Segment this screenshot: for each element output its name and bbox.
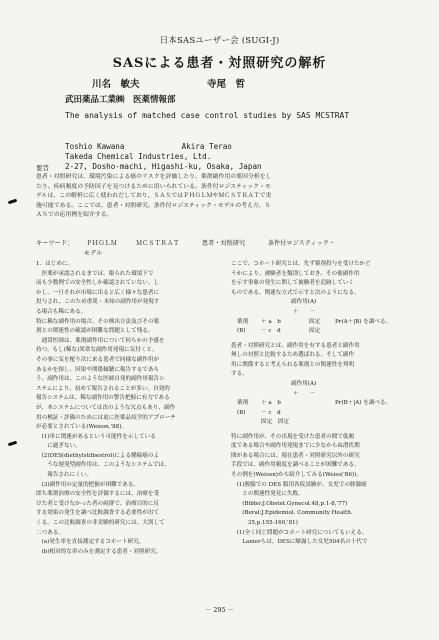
body-line: (1)全く同じ問題がコホート研究についてもいえる。: [231, 529, 368, 536]
keywords-label: キーワード：: [36, 240, 74, 247]
table-formula: Pr(B＋|A) を調べる。: [335, 400, 392, 407]
body-line: 而も少数例での安全性しか確認されていない。し: [36, 280, 160, 287]
body-line: に過ぎない。: [36, 443, 81, 450]
keyword: ＭＣＳＴＲＡＴ: [135, 240, 180, 247]
body-line: けた者と受けなかった者の両群で、治療目的に反: [36, 500, 159, 507]
conference-name: 日本SASユーザー会 (SUGI-J): [159, 36, 280, 46]
table-cells: － c d: [261, 409, 281, 416]
punch-mark: [8, 199, 17, 205]
abstract-line: ＡＳでの応用例を紹介する。: [36, 212, 113, 219]
body-line: を示す事象の発生に関して被験者を追跡していく: [231, 280, 355, 287]
punch-mark: [8, 441, 17, 447]
body-line: うな遅発型副作用は、このようなシステムでは、: [36, 462, 170, 469]
body-line: 用に関係すると考えられる薬剤との関連性を判明: [231, 361, 355, 368]
page-number: － 295 －: [204, 606, 235, 614]
table-fixed: 固定 固定: [261, 419, 289, 426]
body-line: る場合も稀にある。: [36, 308, 87, 315]
keyword: ＰＨＧＬＭ: [85, 240, 117, 247]
body-line: が、本システムについては次のような欠点もあり、副作: [36, 404, 176, 411]
body-line: 手段では、副作用頻度を調べることが困難である。: [231, 462, 360, 469]
table-cells: ＋ a b: [261, 318, 281, 325]
body-line: Lanierらは、DESに曝露した女児504名の十代で: [231, 539, 368, 546]
author-name-2: 寺尾 哲: [207, 79, 246, 90]
body-line: 患者・対照研究とは、副作用を有する患者と副作用: [231, 342, 360, 349]
table-formula: Pr(A＋|B) を調べる。: [335, 318, 392, 325]
body-line: 即ち薬剤治療の安全性を評価するには、治療を受: [36, 491, 160, 498]
body-line: 持つ。もし(稀な)異常な副作用発現に気付くと、: [36, 347, 158, 354]
table-cells: ＋ a b: [261, 400, 281, 407]
table-row-label: 薬剤: [237, 400, 249, 407]
keyword: 条件付ロジスティック・: [267, 240, 336, 247]
table-cells: － c d: [261, 328, 281, 335]
table-row-label: (B): [237, 409, 246, 416]
body-line: 通常医師は、薬剤副作用について何らかの予感を: [36, 337, 165, 344]
table-col-header: 副作用(A): [291, 380, 317, 387]
body-line: 医薬が承認されるまでは、限られた環境下で: [36, 270, 154, 277]
body-line: その事に気を配り次に来る患者で同様な副作用が: [36, 356, 160, 363]
body-line: ものである。関連な方式で示すと次のようになる。: [231, 289, 360, 296]
keywords: [36, 239, 394, 259]
body-line: うかにより、被験者を類別しておき、その後副作用: [231, 270, 360, 277]
body-line: 二つある。: [36, 529, 64, 536]
body-line: 度である場合や副作用発現までに少なからぬ潜伏期: [231, 443, 360, 450]
body-line: 間がある場合には、現在患者・対照研究以外の研究: [231, 452, 360, 459]
paper-title: SASによる患者・対照研究の解析: [112, 56, 327, 71]
right-column: [231, 260, 409, 548]
body-line: (Beral:J.Epidemiol. Community Health.: [231, 510, 353, 517]
english-author-1: Toshio Kawana: [65, 142, 125, 151]
body-line: 特に副作用が、その出現を受けた患者の間で低頻: [231, 433, 355, 440]
body-line: 特に稀な副作用の場合、その検出方法及びその薬: [36, 318, 160, 325]
table-tag: 固定: [309, 328, 321, 335]
abstract: [36, 173, 394, 221]
cohort-table: [231, 298, 409, 336]
table-signs: ＋ －: [293, 308, 316, 315]
body-line: あるかを探し、因果や関係傾聴に報告するであろ: [36, 366, 160, 373]
body-line: との関連性発見に失敗。: [231, 491, 304, 498]
table-signs: ＋ －: [293, 390, 316, 397]
body-line: 報告されにくい。: [36, 472, 92, 479]
affiliation-jp: 武田薬品工業㈱ 医薬情報部: [65, 95, 176, 105]
body-line: ここで、コホート研究とは、先ず薬剤投与を受けたかど: [231, 261, 371, 267]
body-line: くる。この比較調査の非実験的研究には、大別して: [36, 520, 165, 527]
body-line: (1)単に関連があるという可能性を示している: [36, 433, 156, 440]
address: 2-27, Dosho-machi, Higashi-ku, Osaka, Japan: [65, 162, 262, 171]
body-line: 35,p.155-160,'81): [231, 520, 298, 527]
english-author-2: Akira Terao: [181, 142, 232, 151]
body-line: (2)DES(diethylstilbestrol)による腫瘍癌のよ: [36, 452, 160, 459]
body-line: 投与され、このため重篤・未知の副作用が発現す: [36, 299, 160, 306]
keyword: モデル: [84, 250, 103, 257]
english-company: Takeda Chemical Industries, Ltd.: [65, 152, 212, 161]
body-line: が必要とされている(Weison,'88)。: [36, 424, 127, 431]
table-row-label: 薬剤: [237, 318, 249, 325]
body-line: 用の検証・評価のためには更に医薬品疫学的アプローチ: [36, 414, 176, 421]
body-line: 報告システムは、稀な副作用の警告把握に有力である: [36, 395, 170, 402]
abstract-line: たり、疾病頻度の予防因子を見つけるために用いられている。条件付ロジスティック・モ: [36, 183, 271, 190]
author-name-1: 川名 敏夫: [92, 79, 140, 90]
table-col-header: 副作用(A): [291, 299, 317, 306]
paper-header: [0, 34, 439, 71]
left-column: [36, 260, 214, 557]
abstract-line: デルは、この解析に広く使われだしており、ＳＡＳではＰＨＧＬＭやＭＣＳＴＲＡＴで実: [36, 193, 272, 200]
body-line: 剤との関連性の確認が困難な問題として残る。: [36, 328, 154, 335]
keyword: 患者・対照研究: [201, 240, 246, 247]
table-tag: 固定: [309, 318, 321, 325]
abstract-line: 施可能である。ここでは、患者・対照研究、条件付ロジスティック・モデルの考え方、Ｓ: [36, 202, 271, 209]
body-line: (b)相対的な率のみを測定する患者・対照研究。: [36, 548, 162, 555]
body-line: する。: [231, 371, 248, 378]
section-heading: 1．はじめに。: [36, 261, 74, 267]
case-control-table: [231, 380, 409, 428]
english-authors: [65, 142, 365, 162]
body-line: 無しの対照と比較するため選ばれる。そして副作: [231, 352, 355, 359]
body-line: (1)膣腺での DES 服用各仮試験が、女児での膣腺癌: [231, 481, 367, 488]
body-line: (a)発生率を直接測定するコホート研究。: [36, 539, 145, 546]
abstract-line: 患者・対照研究は、環境汚染による癌のリスクを評価したり、薬剤副作用の要因分析をし: [36, 174, 272, 180]
body-line: する効果の発生を調べ比較調査する必要性が出て: [36, 510, 160, 517]
body-line: (3)副作用の定量的把握が困難である。: [36, 481, 140, 488]
english-title: The analysis of matched case control studies by SAS MCSTRAT: [65, 111, 350, 120]
body-line: かし、一旦それが市場に出ると広く様々な患者に: [36, 289, 160, 296]
body-line: (Bibbo:J.Obstet.Gynecol.48,p.1-8,'77): [231, 500, 348, 507]
body-line: その例を(Weison)から紹介してみる(Weiss('86))。: [231, 472, 362, 479]
abstract-label: 要旨: [36, 164, 49, 172]
table-row-label: (B): [237, 328, 246, 335]
body-line: う。副作用は、このような医師自発的副作用報告シ: [36, 376, 165, 383]
body-line: ステムにより、初めて報告されることが多い。自発的: [36, 385, 170, 392]
